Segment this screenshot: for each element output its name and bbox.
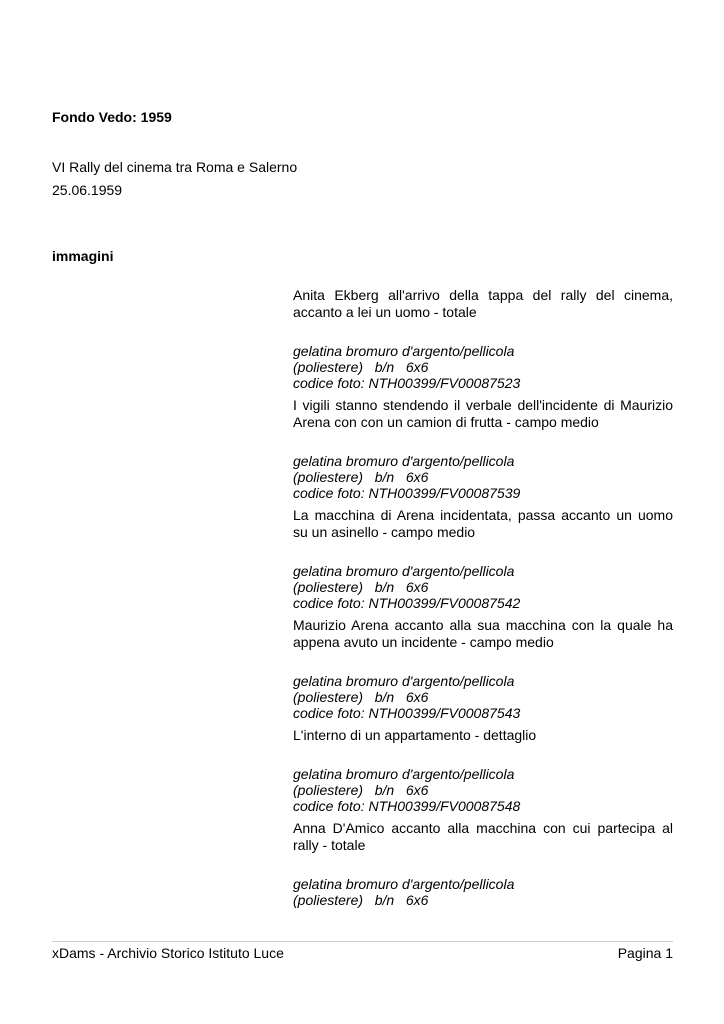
image-record: [293, 507, 673, 611]
record-format: (poliestere) b/n 6x6: [293, 469, 429, 485]
record-technical-info: [293, 673, 673, 721]
record-description: La macchina di Arena incidentata, passa accanto un uomo su un asinello - campo medio: [293, 507, 673, 540]
record-photo-code: codice foto: NTH00399/FV00087543: [293, 705, 521, 721]
image-record: [293, 287, 673, 391]
footer-divider: [52, 941, 673, 942]
event-date: 25.06.1959: [52, 182, 123, 198]
record-format: (poliestere) b/n 6x6: [293, 359, 429, 375]
image-record: [293, 617, 673, 721]
image-record: [293, 727, 673, 814]
record-material: gelatina bromuro d'argento/pellicola: [293, 766, 515, 782]
record-description: Anita Ekberg all'arrivo della tappa del rally del cinema, accanto a lei un uomo - totale: [293, 287, 673, 320]
record-material: gelatina bromuro d'argento/pellicola: [293, 343, 515, 359]
record-format: (poliestere) b/n 6x6: [293, 782, 429, 798]
record-material: gelatina bromuro d'argento/pellicola: [293, 876, 515, 892]
footer-source: xDams - Archivio Storico Istituto Luce: [52, 945, 284, 961]
record-description: Maurizio Arena accanto alla sua macchina con la quale ha appena avuto un incidente - campo medio: [293, 617, 673, 650]
record-technical-info: [293, 563, 673, 611]
image-record: [293, 397, 673, 501]
record-description: L'interno di un appartamento - dettaglio: [293, 727, 537, 743]
record-photo-code: codice foto: NTH00399/FV00087542: [293, 595, 521, 611]
record-format: (poliestere) b/n 6x6: [293, 689, 429, 705]
image-record: [293, 820, 673, 908]
record-material: gelatina bromuro d'argento/pellicola: [293, 673, 515, 689]
record-photo-code: codice foto: NTH00399/FV00087548: [293, 798, 521, 814]
record-format: (poliestere) b/n 6x6: [293, 892, 429, 908]
record-material: gelatina bromuro d'argento/pellicola: [293, 563, 515, 579]
record-description: I vigili stanno stendendo il verbale dell'incidente di Maurizio Arena con con un camion di frutta - campo medio: [293, 397, 673, 430]
record-technical-info: [293, 343, 673, 391]
record-photo-code: codice foto: NTH00399/FV00087539: [293, 485, 521, 501]
record-technical-info: [293, 453, 673, 501]
record-material: gelatina bromuro d'argento/pellicola: [293, 453, 515, 469]
fondo-title: Fondo Vedo: 1959: [52, 109, 172, 125]
footer-page-number: Pagina 1: [617, 945, 673, 961]
event-title: VI Rally del cinema tra Roma e Salerno: [52, 159, 298, 175]
record-format: (poliestere) b/n 6x6: [293, 579, 429, 595]
record-technical-info: [293, 876, 673, 908]
record-photo-code: codice foto: NTH00399/FV00087523: [293, 375, 521, 391]
section-label-immagini: immagini: [52, 248, 114, 264]
image-records-list: [293, 287, 673, 914]
record-technical-info: [293, 766, 673, 814]
record-description: Anna D'Amico accanto alla macchina con cui partecipa al rally - totale: [293, 820, 673, 853]
